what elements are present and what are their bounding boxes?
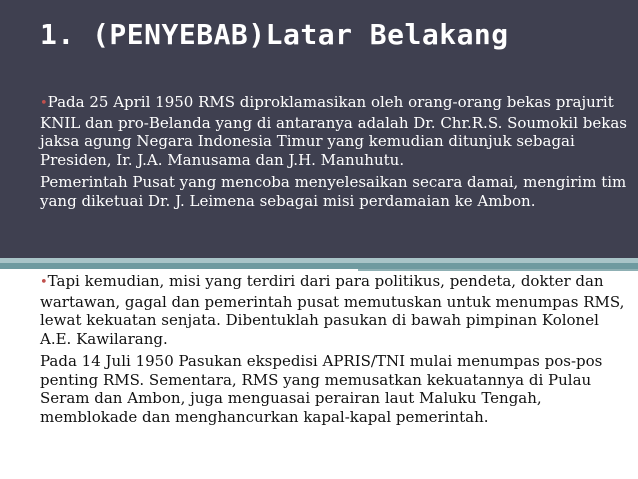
paragraph-mission-failed	[40, 272, 630, 348]
paragraph-text: Tapi kemudian, misi yang terdiri dari para politikus, pendeta, dokter dan wartawan, gagal dan pemerintah pusat memutuskan untuk menumpas RMS, lewat kekuatan senjata. Dibentuklah pasukan di bawah pimpinan Kolonel A.E. Kawilarang.	[40, 272, 625, 348]
paragraph-peace-mission: Pemerintah Pusat yang mencoba menyelesaikan secara damai, mengirim tim yang diketuai Dr. J. Leimena sebagai misi perdamaian ke Ambon.	[40, 173, 627, 210]
bullet-icon: •	[40, 275, 48, 290]
bullet-icon: •	[40, 96, 48, 111]
paragraph-text: Pada 25 April 1950 RMS diproklamasikan oleh orang-orang bekas prajurit KNIL dan pro-Belanda yang di antaranya adalah Dr. Chr.R.S. Soumokil bekas jaksa agung Negara Indonesia Timur yang kemudian ditunjuk sebagai Presiden, Ir. J.A. Manusama dan J.H. Manuhutu.	[40, 93, 627, 169]
top-text-block	[40, 93, 630, 210]
paragraph-expedition: Pada 14 Juli 1950 Pasukan ekspedisi APRIS/TNI mulai menumpas pos-pos penting RMS. Sementara, RMS yang memusatkan kekuatannya di Pulau Seram dan Ambon, juga menguasai perairan laut Maluku Tengah, memblokade dan menghancurkan kapal-kapal pemerintah.	[40, 352, 603, 426]
paragraph-proclamation	[40, 93, 630, 169]
bottom-text-block	[40, 272, 630, 426]
slide-title: 1. (PENYEBAB)Latar Belakang	[40, 18, 509, 51]
divider-line	[358, 269, 638, 271]
